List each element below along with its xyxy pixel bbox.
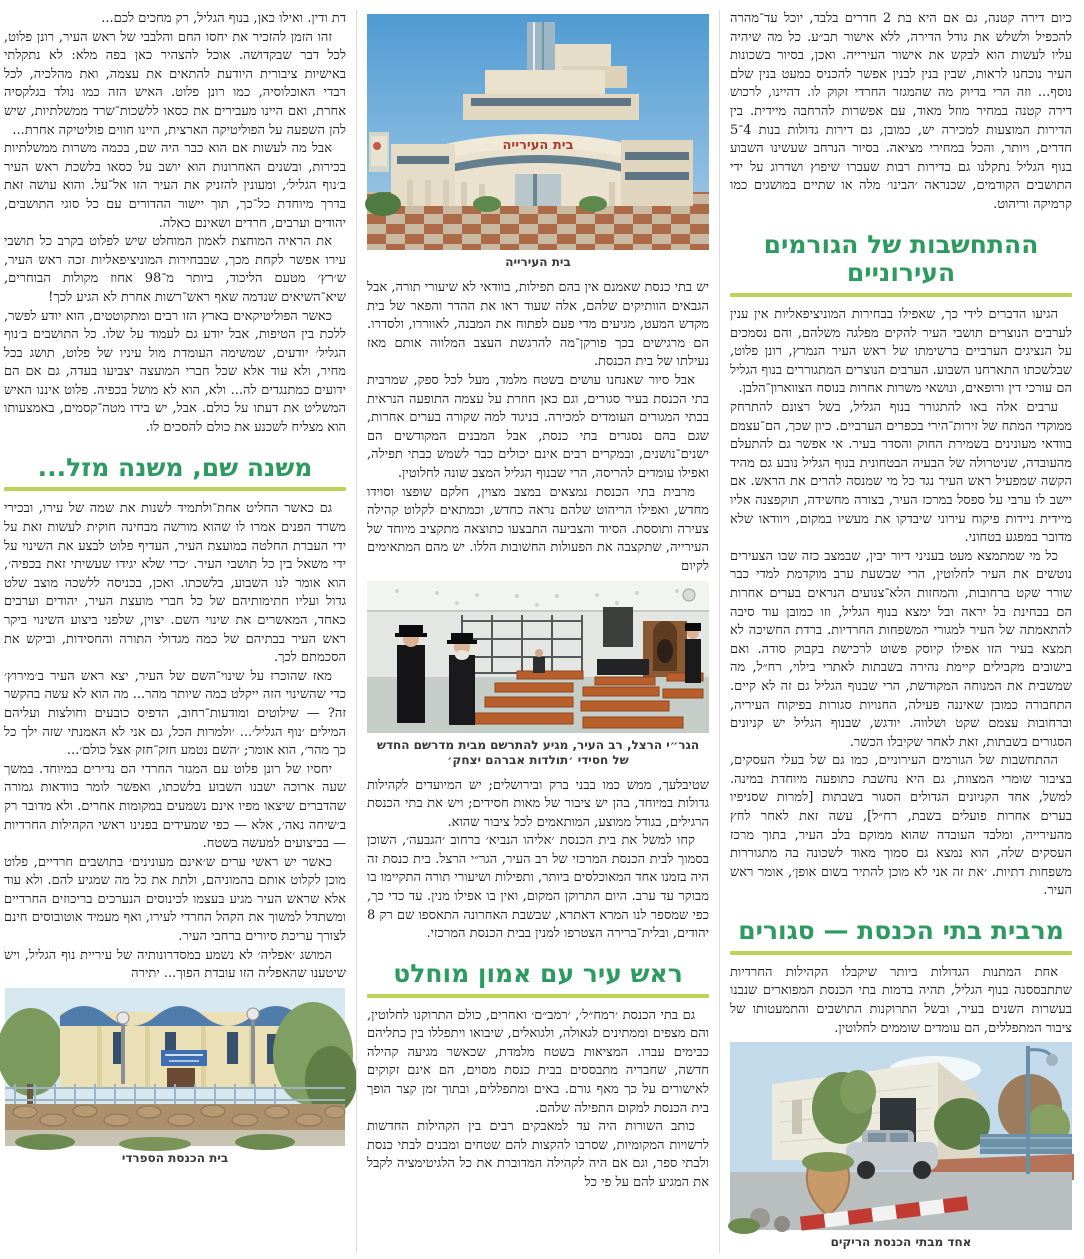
section-heading-mayor-trust: ראש עיר עם אמון מוחלט	[393, 958, 683, 988]
heading-underline	[730, 293, 1072, 297]
column-middle	[367, 10, 709, 1259]
body-paragraph: אחת המתנות הגדולות ביותר שיקבלו הקהילות החרדיות שתתבססנה בנוף הגליל, תהיה בדמות בתי הכנסת המפוארים שנבנו בעשרות השנים בעיר, ובשל התרוקנות התושבים והתמעטותו של ציבור המתפללים, הם עומדים שוממים לחלוטין.	[730, 964, 1072, 1036]
body-paragraph: יחסיו של רונן פלוט עם המגזר החרדי הם נדירים במיוחד. במשך שעה ארוכה ישבנו השבוע בלשכתו, ואפשר לומר בוודאות גמורה שהדברים שיצאו מפיו אינם נשמעים במקומות אחרים. ולא מדובר רק ב׳שיחה נאה׳, אלא — כפי שמעידים בפנינו ראשי הקהילות החרדיות — בביצועים למעשה בשטח.	[4, 761, 346, 852]
body-paragraph: המושג ׳אפליה׳ לא נשמע במסדרונותיה של עיריית נוף הגליל, ויש שיטענו שהאפליה הזו עובדת הפוך... יתירה	[4, 947, 346, 982]
body-paragraph: זהו הזמן להזכיר את יחסו החם והלבבי של ראש העיר, רונן פלוט, לכל דבר שבקדושה. אוכל להצהיר כאן בפה מלא: לא נתקלתי באישיות ציבורית היודעת להתאים את עצמה, ואת מהלכיה, לכל רבדי האוכלוסיה, כמו רונן פלוט. האיש הזה כמו נולד בגלקסיה אחרת, ואם היינו מעבירים את כסאו ללשכות־שרד ממשלתיות, שיש להן השפעה על הפוליטיקה הארצית, היינו חווים פוליטיקה אחרת...	[4, 29, 346, 138]
body-paragraph: כל מי שמתמצא מעט בעניני דיור יבין, שבמצב כזה שבו הצעירים נוטשים את העיר לחלוטין, הרי שבשעת ערב מוקדמת למדי כבר שורר שקט ברחובות, והמחזות הלא־צנועים הנראים בערים אחרות הם בבחינת בל יראה ובל ימצא בנוף הגליל, וזו כמובן עוד סיבה להתאמתה של העיר למגורי המשפחות החרדיות. ברדת החשיכה לא תמצא בעיר הזו אפילו קיוסק פשוט לרכישת בקבוק סודה. ואם בישובים מקבילים קיימת נהירה בשבתות לאתרי בילוי, רח״ל, מה שמשבית את המנוחה המקודשת, הרי שבנוף הגליל גם זה לא קיים. התחבורה כמובן שאיננה פעילה, החנויות סגורות בפיקוח העיריה, וברחובות עצמם שקט ושלווה. יודגש, שבנוף הגליל יש קניונים הסגורים בשבתות, זאת לאחר שקיבלו הכשר.	[730, 548, 1072, 750]
body-paragraph: אבל סיור שאנחנו עושים בשטח מלמד, מעל לכל ספק, שמרבית בתי הכנסת בעיר סגורים, וגם כאן חוזרת על עצמה התופעה הנראית בבתי המגורים העומדים למכירה. בניגוד למה שקורה בערים אחרות, שגם בהם נסגרים בתי כנסת, אבל המבנים המקודשים הם ישנים־נושנים, ובמקרים רבים אינם יכולים כבר לשמש כבתי תפילה, ואפילו עומדים להריסה, הרי שבנוף הגליל המצב שונה לחלוטין.	[367, 372, 709, 481]
photo-empty-synagogue	[730, 1042, 1072, 1230]
body-paragraph: אבל מה לעשות אם הוא כבר היה שם, בכמה משרות ממשלתיות בכירות, ובשנים האחרונות הוא יושב על כסאו בלשכת ראש העיר ב׳נוף הגליל׳, ומעונין להזניק את העיר הזו אל־על. והוא עושה זאת בדרך מיוחדת כל־כך, תוך יישור ההדורים עם כל סוגי התושבים, יהודים וערבים, חרדים ושאינם כאלה.	[4, 141, 346, 231]
photo-sephardi-synagogue	[5, 988, 345, 1146]
column-layout	[4, 10, 1072, 1259]
section-heading-name-change: משנה שם, משנה מזל...	[37, 452, 313, 482]
body-paragraph: קחו למשל את בית הכנסת ׳אליהו הנביא׳ ברחוב ׳הגבעה׳, השוכן בסמוך לבית הכנסת המרכזי של רב העיר, הגר״י הרצל. בית כנסת זה היה בזמנו אחד המאוכלסים ביותר, ותפילות ושיעורי תורה התקיימו בו מבוקר עד ערב. היום התרוקן המקום, ואין בו אפילו מנין. עד כדי כך, כפי שמספר לנו המרא דאתרא, שבשבת האחרונה התאספו שם רק 8 יהודים, ובלית־ברירה הצטרפו למנין בבית הכנסת המרכזי.	[367, 833, 709, 942]
body-paragraph: את הראיה המוחצת לאמון המוחלט שיש לפלוט בקרב כל תושבי עירו אפשר לקחת מכך, שבבחירות המוניציפאליות זכה ראש העיר, ש׳רץ׳ מטעם הליכוד, ביותר מ־98 אחוז מקולות הבוחרים, שיא־השיאים שנדמה שאף ראש־רשות אחרת לא הגיע לכך!	[4, 234, 347, 305]
body-paragraph: יש בתי כנסת שאמנם אין בהם תפילות, בוודאי לא שיעורי תורה, אבל הגבאים הוותיקים שלהם, אלה שעוד ראו את ההדר והפאר של בית מקדש המעט, מגיעים מדי פעם לפתוח את המבנה, לאווררו, ולסדרו. הם מרגישים בכך פורקן־מה להרגשת העצב המלווה אותם מאז נעילתו של בית הכנסת.	[367, 280, 709, 370]
photo-caption-city-hall: בית העירייה	[505, 255, 571, 269]
body-paragraph: גם כאשר החליט אחת־ולתמיד לשנות את שמה של עירו, ובכירי משרד הפנים אמרו לו שהוא מורשה מבחינה חוקית לעשות זאת על ידי העברת החלטה במועצת העיר, העדיף פלוט לבצע את השינוי על ידי משאל בין כל תושבי העיר. ׳כדי שלא יגידו שעשיתי זאת בכפיה׳, הוא אומר לנו השבוע, בלשכתו. ואכן, בכניסה ללשכה מוצב שלט גדול ועליו חתימותיהם של כל חברי מועצת העיר, יהודים וערבים כאחד, המאשרים את שינוי השם. יצוין, שלפני ביצוע השינוי ביקר ראש העיר בבתיהם של כמה מגדולי התורה והחסידות, וביקש את הסכמתם לכך.	[4, 501, 346, 666]
body-paragraph: דת ודין. ואילו כאן, בנוף הגליל, רק מחכים לכם...	[101, 11, 346, 26]
body-paragraph: ערבים אלה באו להתגורר בנוף הגליל, בשל רצונם להתרחק ממוקדי המתח של זירות־הירי בכפרים הערביים. כיון שכך, הם־עצמם בוודאי מעונינים בשמירת החוק והסדר בעיר. אי אפשר גם להתעלם מהעובדה, שניטרולה של הבעיה הבטחונית בנוף הגליל נובע גם מהיד הקשה שמפעיל ראש העיר נגד כל מי שמנסה להרים את הראש. אם יישב לו ערבי על ספסל במרכז העיר, בצורה מחשידה, תוקפצנה אליו מיידית ניידות פיקוח עירוני שיבדקו את מעשיו במקום, ויוודאו שלא מדובר במפגע בטחוני.	[730, 400, 1072, 546]
body-paragraph: הגיעו הדברים לידי כך, שאפילו בבחירות המוניציפאליות אין ענין לערבים הנוצרים תושבי העיר להקים מפלגה משלהם, והם נסמכים על הנציגים הערביים ברשימתו של ראש העיר הנמרץ, רונן פלוט, שבלשכתו התארחנו השבוע. הערבים הנוצרים המתגוררים בנוף הגליל הם עורכי דין ורופאים, ונושאי משרות אחרות בנוסח הצווארון־הלבן.	[730, 307, 1072, 397]
body-paragraph: כיום דירה קטנה, גם אם היא בת 2 חדרים בלבד, יוכל עד־מהרה להכפיל ולשלש את גודל הדירה, ללא אישור תב״ע. כל מה שיהיה עליו לעשות הוא לבקש את אישור העירייה. ואכן, בסיור בשכונות העיר נוכחנו לראות, שבין בנין לבנין אפשר להכניס כמעט בנין שלם נוסף... וזה הרי בדיוק מה שהמגזר החרדי זקוק לו. דהיינו, לרכוש דירה קטנה במחיר מוזל מאוד, עם אפשרות להרחבה מיידית. בין הדירות המוצעות למכירה יש, כמובן, גם דירות גדולות בנות 4־5 חדרים, ויותר, והכל במחירי מציאה. בסיור הנרחב שעשינו השבוע בנוף הגליל נתקלנו גם בדירות רבות שעברו שיפוץ ושדרוג על ידי התושבים הקודמים, שכנראה ׳הבינו׳ מלה או שתיים במושגים כמו קרמיקה וריהוט.	[730, 11, 1072, 212]
section-heading-municipal-consideration: ההתחשבות של הגורמים העירוניים	[763, 229, 1039, 288]
heading-underline	[367, 994, 709, 998]
heading-underline	[4, 487, 346, 491]
photo-city-hall	[367, 14, 709, 250]
body-paragraph: כותב השורות היה עד למאבקים רבים בין הקהילות החדשות לרשויות המקומיות, שסרבו להקצות להם שטחים ומבנים לבתי כנסת ולבתי ספר, וגם אם היה לקהילה המדוברת את כל הלגיטימציה לקבל את המגיע להם על פי כל	[367, 1119, 709, 1190]
column-right	[730, 10, 1072, 1259]
photo-beit-midrash-interior	[367, 581, 709, 733]
section-heading-synagogues-closed: מרבית בתי הכנסת — סגורים	[738, 916, 1064, 946]
city-hall-sign-text: בית העירייה	[502, 138, 574, 153]
body-paragraph: שטיבלעך, ממש כמו בבני ברק ובירושלים; יש המיועדים לקהילות גדולות במיוחד, בהן יש ציבור של מאות חסידים; ויש את בתי הכנסת הרגילים, בגודל ממוצע, המותאמים לכל ציבור שהוא.	[367, 777, 709, 830]
body-paragraph: ההתחשבות של הגורמים העירוניים, כמו גם של בעלי העסקים, בציבור שומרי המצוות, גם היא נחשבת כתופעה מיוחדת במינה. למשל, אחד הקניונים הגדולים הסגור בשבתות [למרות שסניפיו בערים אחרות פועלים בשבת, רח״ל], עשה זאת לאחר לחץ מהעירייה, ומלבד העובדה שהוא ממוקם בלב העיר, בתוך מרכז העסקים שלה, הוא נמצא גם סמוך מאוד לשכונה בה מתגוררות משפחות דתיות. ׳את זה אני לא מוכן להתיר בשום אופן׳, אומר ראש העיר.	[730, 753, 1072, 899]
photo-caption-sephardi-synagogue: בית הכנסת הספרדי	[121, 1150, 229, 1165]
body-paragraph: מרבית בתי הכנסת נמצאים במצב מצוין, חלקם שופצו וסוידו מחדש, ואפילו הריהוט שלהם נראה כחדש, וכמתאים לקלוט קהילה צעירה ותוססת. הסיוד והצביעה התבצעו כתוצאה מתקציב מיוחד של העירייה, שתקצבה את הפעולות החשובות הללו. יש מהם המתאימים לקיום	[367, 484, 709, 574]
column-left	[4, 10, 346, 1259]
body-paragraph: כאשר הפוליטיקאים בארץ הזו רבים ומתקוטטים, הוא יודע לפשר, ללכת בין הטיפות, אבל יודע גם לעמוד על שלו. כל התושבים ב׳נוף הגליל׳ יודעים, שמשימה העומדת מול עיניו של פלוט, תושג בכל מחיר, ולא עוד אלא שכל חברי המועצה יצביעו בעדה, גם אם הם ידועים כמתנגדים לה... ולא, הוא לא מושל בכפיה. פלוט איננו האיש המשליט את דעתו על כולם. אבל, יש בידו מטה־קסמים, באמצעותו הוא מצליח לשכנע את כולם להסכים לו.	[4, 308, 346, 436]
body-paragraph: גם בתי הכנסת ׳רמח״ל׳, ׳רמב״ם׳ ואחרים, כולם התרוקנו לחלוטין, והם מצפים וממתינים לגאולה, ולגואלים, שיבואו ויתפללו בין כתליהם כבימים עברו. המציאות בשטח מלמדת, שכאשר מגיעה קהילה חדשה, שחבריה מתבססים בבית כנסת מסוים, הם אינם זקוקים לאישורים על כך מאף גורם. באים ומתפללים, ובתוך זמן קצר הופך בית הכנסת למקום התפילה שלהם.	[367, 1007, 709, 1116]
photo-caption-empty-synagogue: אחד מבתי הכנסת הריקים	[830, 1235, 972, 1250]
body-paragraph: כאשר יש ראשי ערים ש׳אינם מעונינים׳ בתושבים חרדיים, פלוט מוכן לקלוט אותם בהמוניהם, ולתת את כל מה שמגיע להם. ולא עוד אלא שראש העיר מגיע בעצמו לכינוסים הנערכים בריכוזים החרדיים ומשתדל למשוך את הקהל החרדי לעירו, ואף מעמיד אוטובוסים חינם לצורך עריכת סיורים ברחבי העיר.	[4, 854, 346, 945]
heading-underline	[730, 951, 1072, 955]
body-paragraph: מאז שהוכרז על שינוי־השם של העיר, יצא ראש העיר ב׳מירוץ׳ כדי שהשינוי הזה ייקלט כמה שיותר מהר... מה הוא לא עשה בהקשר זה? — שילוטים ומודעות־רחוב, הדפיס כובעים וחולצות ועליהם המילים ׳נוף הגליל׳... ׳ולמרות הכל, גם אני לא האמנתי שזה ילך כל כך מהר׳, הוא אומר; ׳השם נטמע חזק־חזק אצל כולם׳...	[4, 668, 346, 759]
photo-caption-beit-midrash: הגר״י הרצל, רב העיר, מגיע להתרשם מבית מדרשם החדש של חסידי ׳תולדות אברהם יצחק׳	[376, 737, 700, 767]
